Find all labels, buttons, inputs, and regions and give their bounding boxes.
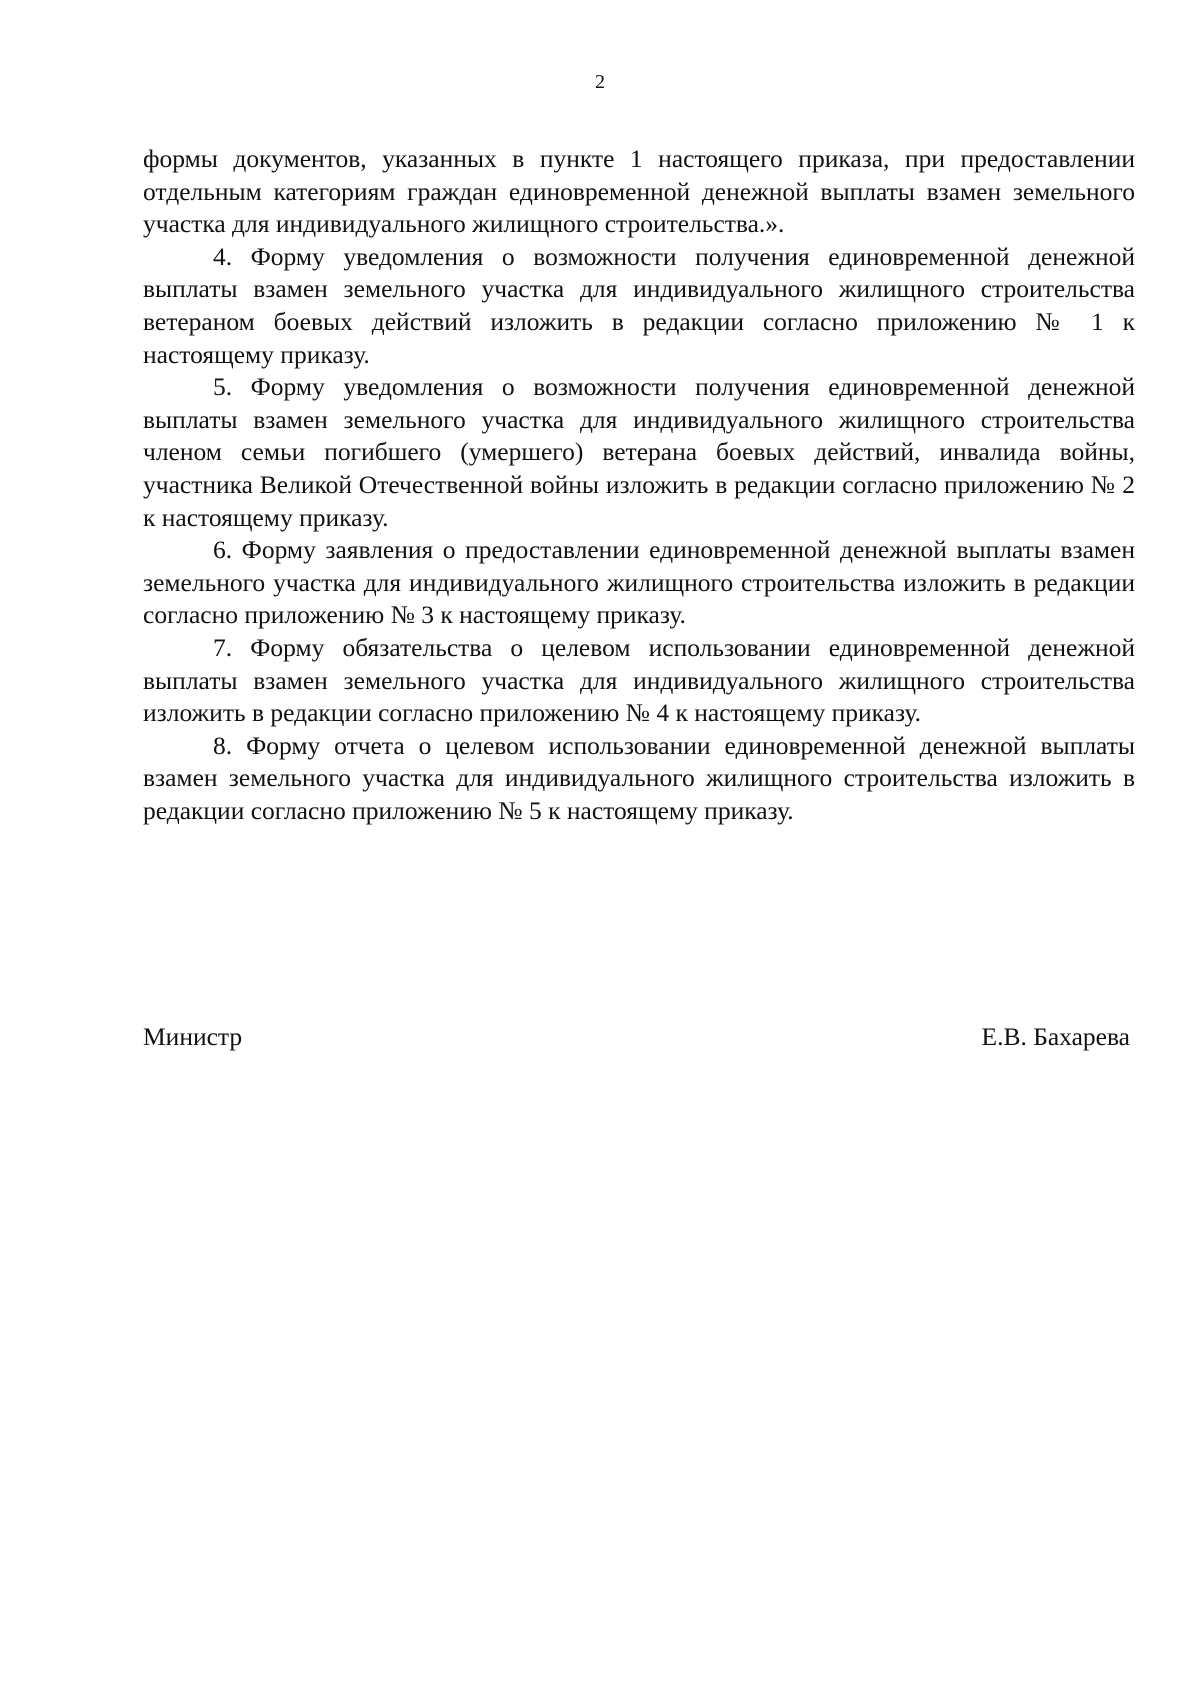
signatory-position: Министр [143,1022,243,1051]
signatory-name: Е.В. Бахарева [981,1022,1130,1051]
paragraph-item-5: 5. Форму уведомления о возможности получения единовременной денежной выплаты взамен земельного участка для индивидуального жилищного строительства членом семьи погибшего (умершего) ветерана боевых действий, инвалида войны, участника Великой Отечественной войны изложить в редакции согласно приложению № 2 к настоящему приказу. [143,372,1135,532]
paragraph-item-4: 4. Форму уведомления о возможности получения единовременной денежной выплаты взамен земельного участка для индивидуального жилищного строительства ветераном боевых действий изложить в редакции согласно приложению № 1 к настоящему приказу. [143,241,1135,369]
document-body [143,143,1135,827]
paragraph-item-7: 7. Форму обязательства о целевом использовании единовременной денежной выплаты взамен земельного участка для индивидуального жилищного строительства изложить в редакции согласно приложению № 4 к настоящему приказу. [143,632,1135,728]
paragraph-item-8: 8. Форму отчета о целевом использовании единовременной денежной выплаты взамен земельного участка для индивидуального жилищного строительства изложить в редакции согласно приложению № 5 к настоящему приказу. [143,730,1135,825]
page-number: 2 [595,71,605,93]
paragraph-continuation: формы документов, указанных в пункте 1 настоящего приказа, при предоставлении отдельным категориям граждан единовременной денежной выплаты взамен земельного участка для индивидуального жилищного строительства.». [143,144,1135,239]
signature-block [143,1021,1130,1053]
paragraph-item-6: 6. Форму заявления о предоставлении единовременной денежной выплаты взамен земельного участка для индивидуального жилищного строительства изложить в редакции согласно приложению № 3 к настоящему приказу. [143,535,1135,630]
